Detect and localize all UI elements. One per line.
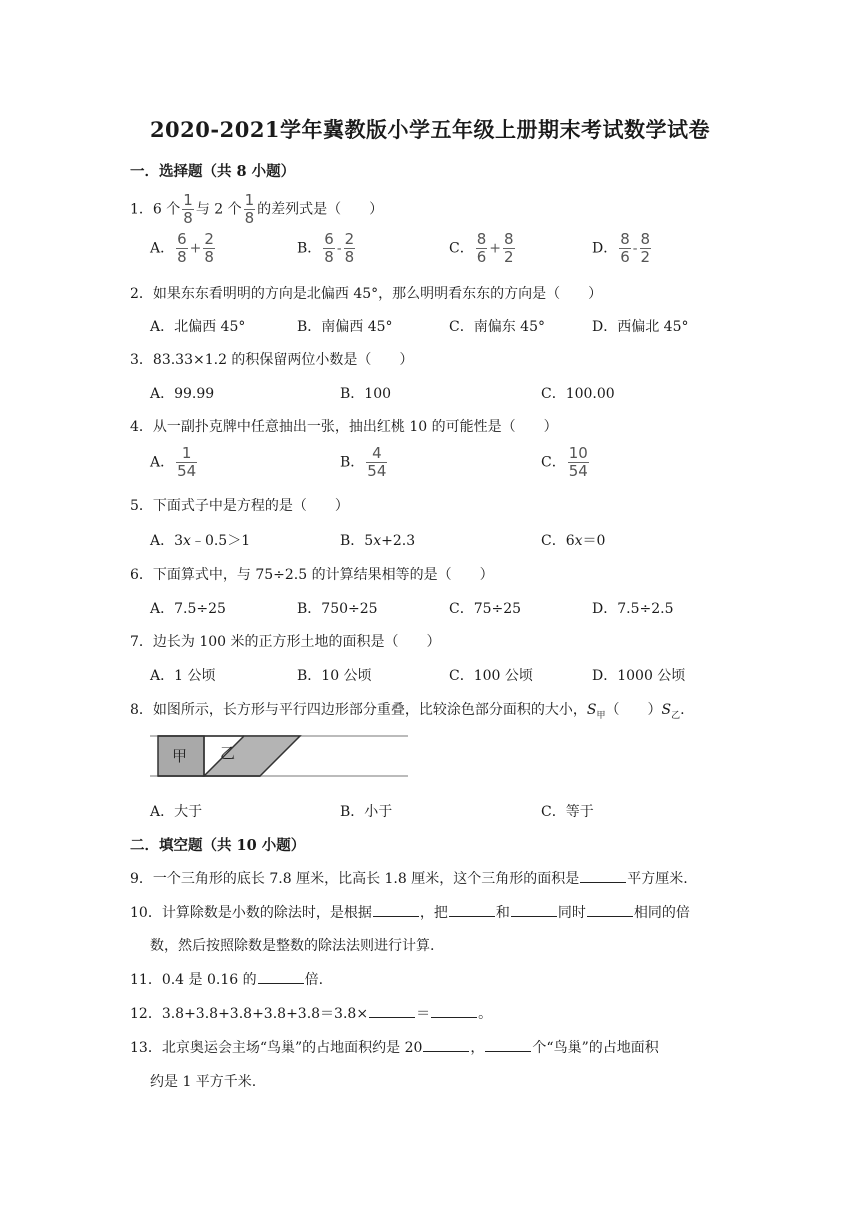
q1-text-mid: 与 2 个 [195, 201, 242, 218]
question-10: 10．计算除数是小数的除法时，是根据 ，把 和 同时 相同的倍 [130, 905, 690, 921]
question-11: 11．0.4 是 0.16 的 倍. [130, 972, 324, 988]
q2-option-a: A．北偏西 45° [150, 319, 246, 335]
question-5: 5．下面式子中是方程的是（ ） [130, 498, 349, 514]
question-12: 12．3.8+3.8+3.8+3.8+3.8＝3.8× ＝ 。 [130, 1006, 493, 1022]
q2-option-d: D．西偏北 45° [592, 319, 689, 335]
q1-option-b: B． $\frac{6}{8}$ - $\frac{2}{8}$ [297, 230, 355, 266]
answer-blank[interactable] [511, 904, 557, 917]
question-4: 4．从一副扑克牌中任意抽出一张，抽出红桃 10 的可能性是（ ） [130, 419, 558, 435]
overlap-figure [150, 728, 408, 784]
question-10-line2: 数，然后按照除数是整数的除法法则进行计算. [150, 938, 435, 954]
q1-fraction-2: $\frac{1}{8}$ [244, 191, 255, 227]
q1-option-c: C． $\frac{8}{6}$ + $\frac{8}{2}$ [449, 230, 514, 266]
q3-option-c: C．100.00 [541, 386, 615, 402]
q5-option-a: A．3x﹣0.5＞1 [150, 533, 251, 549]
q1-text-pre: 1．6 个 [130, 201, 181, 218]
question-3: 3．83.33×1.2 的积保留两位小数是（ ） [130, 352, 414, 368]
q4-option-a: A． $\frac{1}{54}$ [150, 444, 197, 480]
q7-option-d: D．1000 公顷 [592, 668, 686, 684]
answer-blank[interactable] [431, 1005, 477, 1018]
answer-blank[interactable] [587, 904, 633, 917]
q4-option-c: C． $\frac{10}{54}$ [541, 444, 588, 480]
question-8: 8．如图所示，长方形与平行四边形部分重叠，比较涂色部分面积的大小，$S_甲$（ ）$S_乙$. [130, 702, 685, 721]
question-7: 7．边长为 100 米的正方形土地的面积是（ ） [130, 634, 441, 650]
q6-option-b: B．750÷25 [297, 601, 378, 617]
q7-option-a: A．1 公顷 [150, 668, 216, 684]
answer-blank[interactable] [369, 1005, 415, 1018]
q6-option-d: D．7.5÷2.5 [592, 601, 674, 617]
answer-blank[interactable] [449, 904, 495, 917]
answer-blank[interactable] [485, 1039, 531, 1052]
answer-blank[interactable] [258, 971, 304, 984]
section-heading-fill: 二．填空题（共 10 小题） [130, 837, 306, 854]
q1-text-post: 的差列式是（ ） [257, 201, 384, 218]
page-title: 2020-2021学年冀教版小学五年级上册期末考试数学试卷 [149, 117, 711, 142]
q2-option-c: C．南偏东 45° [449, 319, 545, 335]
q1-option-d: D． $\frac{8}{6}$ - $\frac{8}{2}$ [592, 230, 651, 266]
q5-option-b: B．5x+2.3 [340, 533, 416, 549]
q5-option-c: C．6x＝0 [541, 533, 606, 549]
q6-option-c: C．75÷25 [449, 601, 522, 617]
q3-option-a: A．99.99 [150, 386, 215, 402]
q1-fraction-1: $\frac{1}{8}$ [183, 191, 193, 227]
q7-option-c: C．100 公顷 [449, 668, 533, 684]
q6-option-a: A．7.5÷25 [150, 601, 226, 617]
question-1 [130, 193, 383, 226]
section-heading-choice: 一．选择题（共 8 小题） [130, 163, 296, 180]
answer-blank[interactable] [423, 1039, 469, 1052]
question-9: 9．一个三角形的底长 7.8 厘米，比高长 1.8 厘米，这个三角形的面积是 平方厘米. [130, 871, 688, 887]
q1-option-a: A． $\frac{6}{8}$ + $\frac{2}{8}$ [150, 230, 214, 266]
figure-label-jia: 甲 [172, 747, 188, 765]
figure-label-yi: 乙 [220, 744, 236, 762]
answer-blank[interactable] [580, 870, 626, 883]
q8-option-a: A．大于 [150, 804, 203, 820]
q8-option-b: B．小于 [340, 804, 393, 820]
question-13: 13．北京奥运会主场“鸟巢”的占地面积约是 20 ， 个“鸟巢”的占地面积 [130, 1040, 659, 1056]
question-6: 6．下面算式中，与 75÷2.5 的计算结果相等的是（ ） [130, 567, 494, 583]
answer-blank[interactable] [373, 904, 419, 917]
question-2: 2．如果东东看明明的方向是北偏西 45°，那么明明看东东的方向是（ ） [130, 286, 603, 302]
q4-option-b: B． $\frac{4}{54}$ [340, 444, 387, 480]
q8-option-c: C．等于 [541, 804, 594, 820]
q2-option-b: B．南偏西 45° [297, 319, 393, 335]
q7-option-b: B．10 公顷 [297, 668, 372, 684]
question-13-line2: 约是 1 平方千米. [150, 1074, 257, 1090]
q3-option-b: B．100 [340, 386, 392, 402]
